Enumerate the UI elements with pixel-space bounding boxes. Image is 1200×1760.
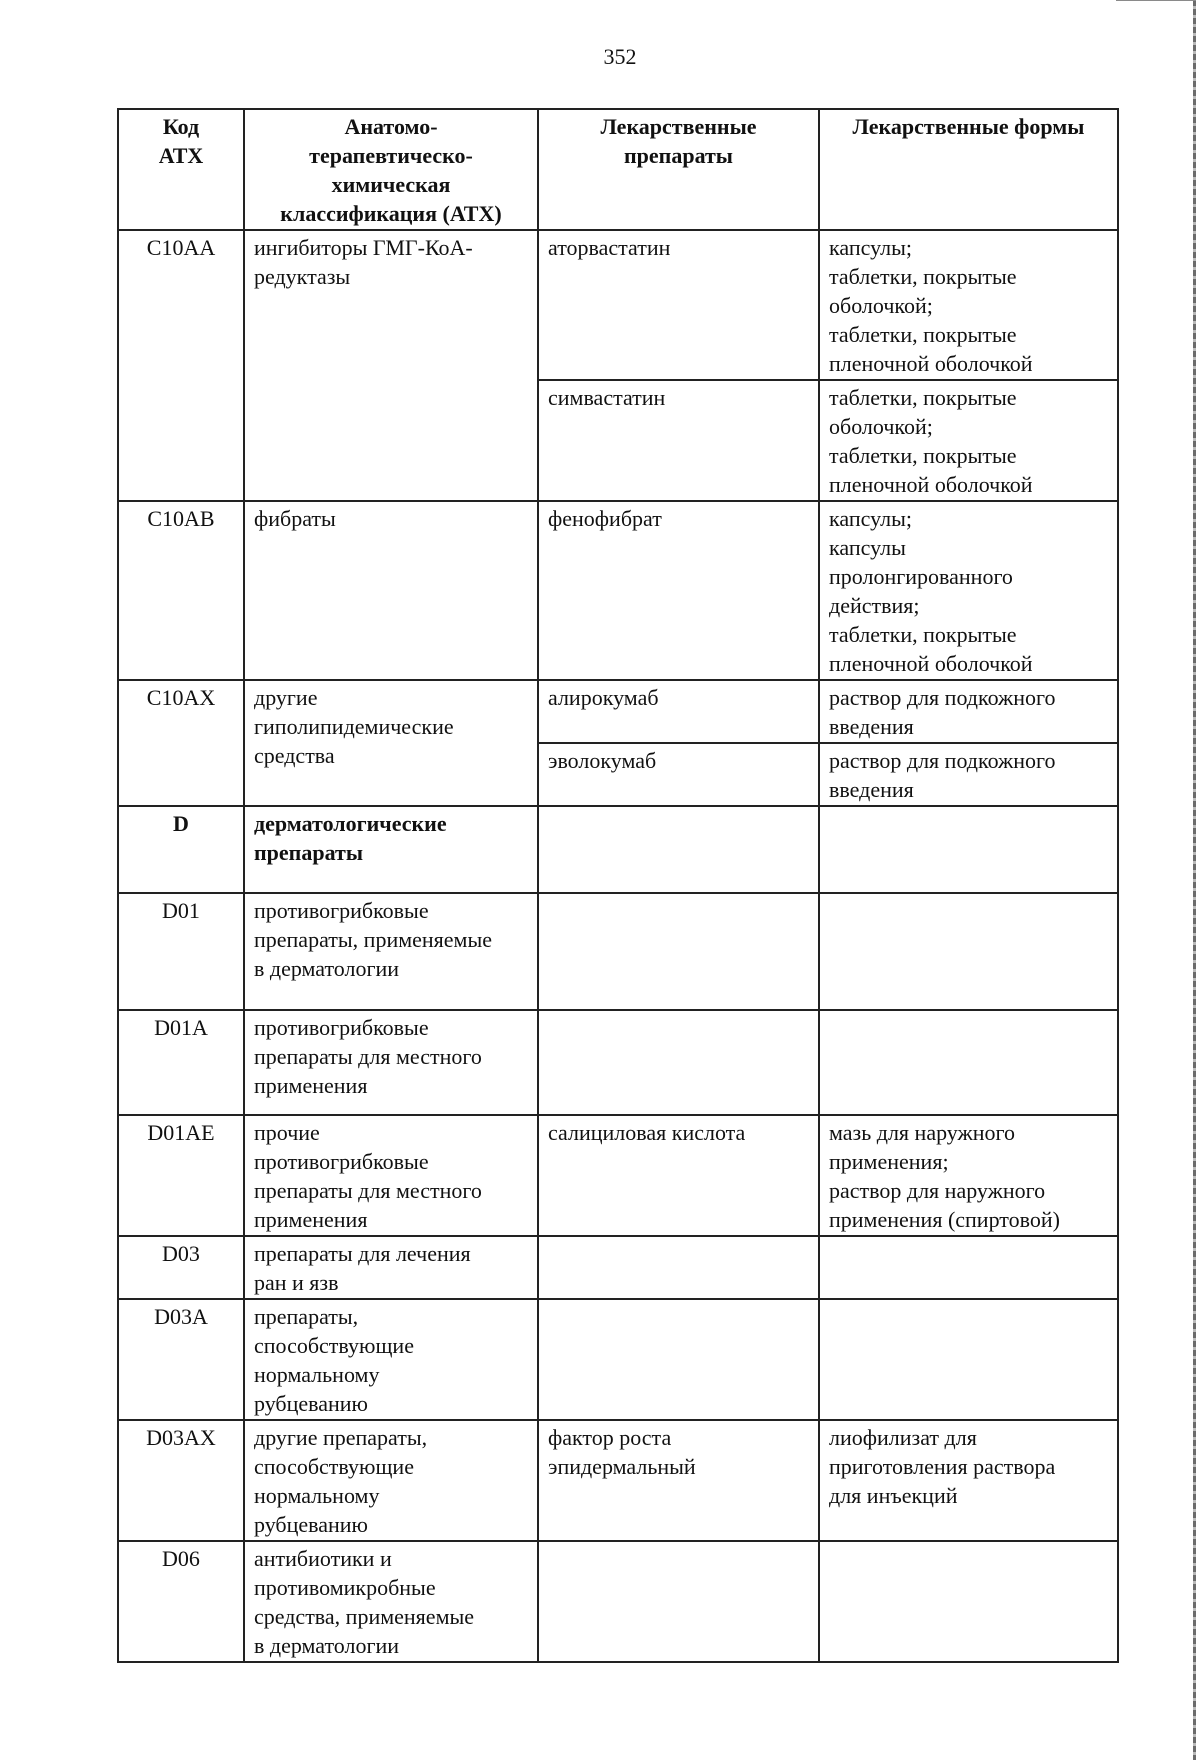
- table-row: [118, 680, 1118, 743]
- dosage-form-cell: раствор для подкожного введения: [819, 680, 1118, 743]
- table-row: [118, 230, 1118, 380]
- scan-edge: [1193, 0, 1196, 1760]
- dosage-form-cell: [819, 806, 1118, 893]
- atc-group-name-cell: противогрибковые препараты для местного применения: [244, 1010, 538, 1115]
- atc-code-cell: C10AX: [118, 680, 244, 806]
- atc-code-cell: D03: [118, 1236, 244, 1299]
- drug-cell: [538, 806, 819, 893]
- header-forms: Лекарственные формы: [819, 109, 1118, 230]
- table-row: [118, 1236, 1118, 1299]
- atc-group-name-cell: противогрибковые препараты, применяемые в дерматологии: [244, 893, 538, 1010]
- atc-code-cell: D01A: [118, 1010, 244, 1115]
- dosage-form-cell: [819, 1299, 1118, 1420]
- table-row: [118, 1010, 1118, 1115]
- drug-cell: алирокумаб: [538, 680, 819, 743]
- table-row: [118, 806, 1118, 893]
- atc-group-name-cell: препараты, способствующие нормальному рубцеванию: [244, 1299, 538, 1420]
- drug-cell: фенофибрат: [538, 501, 819, 680]
- dosage-form-cell: [819, 1010, 1118, 1115]
- dosage-form-cell: [819, 1541, 1118, 1662]
- drug-cell: фактор роста эпидермальный: [538, 1420, 819, 1541]
- dosage-form-cell: капсулы; капсулы пролонгированного действия; таблетки, покрытые пленочной оболочкой: [819, 501, 1118, 680]
- header-drugs: Лекарственные препараты: [538, 109, 819, 230]
- table-row: [118, 501, 1118, 680]
- header-code: Код АТХ: [118, 109, 244, 230]
- drug-cell: аторвастатин: [538, 230, 819, 380]
- table-row: [118, 1115, 1118, 1236]
- atc-group-name-cell: препараты для лечения ран и язв: [244, 1236, 538, 1299]
- dosage-form-cell: мазь для наружного применения; раствор для наружного применения (спиртовой): [819, 1115, 1118, 1236]
- dosage-form-cell: капсулы; таблетки, покрытые оболочкой; таблетки, покрытые пленочной оболочкой: [819, 230, 1118, 380]
- atc-code-cell: D06: [118, 1541, 244, 1662]
- page-number: 352: [603, 44, 637, 69]
- atc-code-cell: D01AE: [118, 1115, 244, 1236]
- scan-edge-top: [1116, 0, 1196, 1]
- drug-cell: [538, 893, 819, 1010]
- dosage-form-cell: раствор для подкожного введения: [819, 743, 1118, 806]
- atc-group-name-cell: ингибиторы ГМГ-КоА- редуктазы: [244, 230, 538, 501]
- drug-cell: [538, 1299, 819, 1420]
- drug-cell: эволокумаб: [538, 743, 819, 806]
- atc-group-name-cell: фибраты: [244, 501, 538, 680]
- dosage-form-cell: лиофилизат для приготовления раствора для инъекций: [819, 1420, 1118, 1541]
- atc-group-name-cell: антибиотики и противомикробные средства, применяемые в дерматологии: [244, 1541, 538, 1662]
- header-classification: Анатомо- терапевтическо- химическая классификация (АТХ): [244, 109, 538, 230]
- atc-group-name-cell: дерматологические препараты: [244, 806, 538, 893]
- header-row: [118, 109, 1118, 230]
- table-row: [118, 1420, 1118, 1541]
- atc-group-name-cell: другие гиполипидемические средства: [244, 680, 538, 806]
- dosage-form-cell: [819, 1236, 1118, 1299]
- atc-group-name-cell: прочие противогрибковые препараты для местного применения: [244, 1115, 538, 1236]
- atc-code-cell: D03AX: [118, 1420, 244, 1541]
- atc-code-cell: C10AA: [118, 230, 244, 501]
- dosage-form-cell: таблетки, покрытые оболочкой; таблетки, покрытые пленочной оболочкой: [819, 380, 1118, 501]
- table-row: [118, 1541, 1118, 1662]
- drug-cell: [538, 1010, 819, 1115]
- table-row: [118, 893, 1118, 1010]
- atc-code-cell: D: [118, 806, 244, 893]
- atc-code-cell: D03A: [118, 1299, 244, 1420]
- atc-table: [117, 108, 1119, 1663]
- atc-group-name-cell: другие препараты, способствующие нормальному рубцеванию: [244, 1420, 538, 1541]
- drug-cell: симвастатин: [538, 380, 819, 501]
- drug-cell: салициловая кислота: [538, 1115, 819, 1236]
- dosage-form-cell: [819, 893, 1118, 1010]
- drug-cell: [538, 1236, 819, 1299]
- drug-cell: [538, 1541, 819, 1662]
- table-row: [118, 1299, 1118, 1420]
- atc-code-cell: C10AB: [118, 501, 244, 680]
- atc-code-cell: D01: [118, 893, 244, 1010]
